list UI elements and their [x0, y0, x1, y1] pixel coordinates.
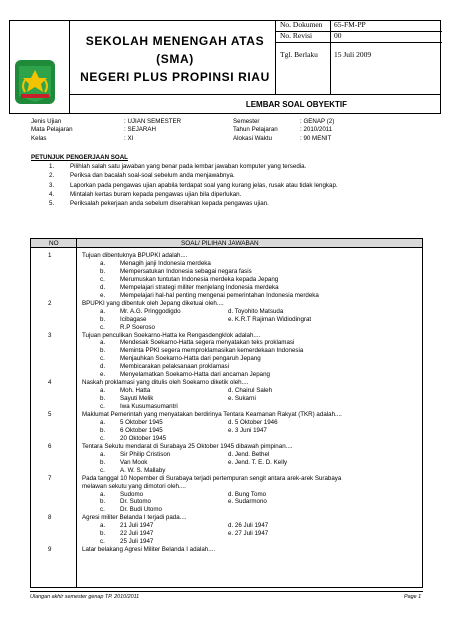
- option-text: R.P Soeroso: [120, 323, 155, 331]
- sheet-title: LEMBAR SOAL OBYEKTIF: [69, 94, 441, 114]
- option-text-right: e. Jend. T. E. D. Kelly: [228, 458, 288, 466]
- question-number: 5: [48, 411, 52, 418]
- option-letter: c.: [100, 434, 105, 442]
- option-text: Sudomo: [120, 490, 144, 498]
- option-letter: b.: [100, 530, 106, 538]
- question-text: Tujuan penculikan Soekarno-Hatta ke Rengasdengklok adalah....: [82, 331, 261, 339]
- option-text-right: d. 26 Juli 1947: [228, 522, 269, 530]
- tgl-berlaku-value: 15 Juli 2009: [334, 50, 372, 59]
- mata-pelajaran-value: : SEJARAH: [124, 126, 156, 133]
- option-letter: c.: [100, 466, 105, 474]
- petunjuk-number: 4.: [49, 190, 55, 198]
- petunjuk-text: Periksalah pekerjaan anda sebelum diserahkan kepada pengawas ujian.: [70, 200, 269, 208]
- option-text: 20 Oktober 1945: [120, 434, 167, 442]
- option-text-right: d. 5 Oktober 1946: [228, 418, 278, 426]
- question-text: BPUPKI yang dibentuk oleh Jepang diketuai oleh....: [82, 299, 224, 307]
- option-letter: c.: [100, 323, 105, 331]
- option-text-right: e. 3 Juni 1947: [228, 426, 267, 434]
- petunjuk-number: 1.: [49, 163, 55, 170]
- option-text: Mendesak Soekarno-Hatta segera menyatakan teks proklamasi: [120, 339, 295, 347]
- question-text: Agresi militer Belanda I terjadi pada....: [82, 514, 187, 522]
- option-text: 6 Oktober 1945: [120, 426, 163, 434]
- school-name-line1: SEKOLAH MENENGAH ATAS: [85, 34, 265, 48]
- option-text: 22 Juli 1947: [120, 530, 154, 538]
- school-logo-icon: [9, 56, 61, 108]
- no-revisi-value: 00: [334, 31, 342, 40]
- semester-value: : GENAP (2): [300, 118, 335, 125]
- option-text: Icibagase: [120, 315, 147, 323]
- jenis-ujian-label: Jenis Ujian: [31, 118, 62, 125]
- question-text: Tujuan dibentuknya BPUPKI adalah....: [82, 252, 188, 259]
- petunjuk-number: 2.: [49, 172, 55, 180]
- no-dokumen-value: 65-FM-PP: [334, 20, 366, 29]
- document-meta: [275, 20, 441, 94]
- option-letter: d.: [100, 283, 106, 291]
- option-letter: d.: [100, 363, 106, 371]
- option-text: Iwa Kusumasumantri: [120, 403, 178, 411]
- question-text: Latar belakang Agresi Militer Belanda I adalah....: [82, 546, 216, 554]
- option-letter: a.: [100, 450, 106, 458]
- question-number: 1: [48, 252, 52, 259]
- option-letter: e.: [100, 291, 106, 299]
- table-column-divider: [76, 238, 77, 588]
- option-letter: c.: [100, 538, 105, 546]
- petunjuk-number: 3.: [49, 181, 55, 189]
- option-letter: c.: [100, 506, 105, 514]
- option-letter: b.: [100, 498, 106, 506]
- option-letter: c.: [100, 355, 105, 363]
- option-letter: a.: [100, 387, 106, 395]
- option-letter: e.: [100, 371, 106, 379]
- option-text: Menjauhkan Soekarno-Hatta dari pengaruh Jepang: [120, 355, 261, 363]
- question-number: 7: [48, 474, 52, 482]
- kelas-label: Kelas: [31, 135, 47, 142]
- tahun-pelajaran-value: : 2010/2011: [300, 126, 333, 133]
- kelas-value: : XI: [124, 135, 134, 142]
- option-text-right: d. Jend. Bethel: [228, 450, 270, 458]
- option-letter: a.: [100, 418, 106, 426]
- footer-divider: [30, 591, 423, 592]
- option-letter: a.: [100, 307, 106, 315]
- option-text-right: d. Chairul Saleh: [228, 387, 273, 395]
- option-text: Mempelajari hal-hal penting mengenai pemerintahan Indonesia merdeka: [120, 291, 319, 299]
- option-text: Meminta PPKI segera memproklamasikan kemerdekaan Indonesia: [120, 347, 304, 355]
- petunjuk-text: Mintalah kertas buram kepada pengawas ujian bila diperlukan.: [70, 190, 242, 198]
- petunjuk-number: 5.: [49, 200, 55, 208]
- option-text: 25 Juli 1947: [120, 538, 154, 546]
- option-text: Dr. Budi Utomo: [120, 506, 162, 514]
- question-text: Maklumat Pemerintah yang menyatakan berdirinya Tentara Keamanan Rakyat (TKR) adalah....: [82, 411, 342, 418]
- option-text: 5 Oktober 1945: [120, 418, 163, 426]
- option-text-right: e. Sukarni: [228, 395, 256, 403]
- option-letter: b.: [100, 315, 106, 323]
- question-number: 4: [48, 379, 52, 387]
- alokasi-waktu-label: Alokasi Waktu: [233, 135, 272, 142]
- option-text-right: d. Bung Tomo: [228, 490, 267, 498]
- option-letter: b.: [100, 426, 106, 434]
- question-number: 9: [48, 546, 52, 554]
- footer-page-number: Page 1: [404, 594, 422, 600]
- option-letter: a.: [100, 490, 106, 498]
- option-letter: c.: [100, 275, 105, 283]
- question-text: Naskah proklamasi yang ditulis oleh Soekarno diketik oleh....: [82, 379, 249, 387]
- option-letter: a.: [100, 339, 106, 347]
- column-no-header: NO: [49, 240, 59, 247]
- option-letter: c.: [100, 403, 105, 411]
- option-text: Moh. Hatta: [120, 387, 151, 395]
- question-text: Pada tanggal 10 Nopember di Surabaya terjadi pertempuran sengit antara arek-arek Surabaya: [82, 474, 342, 482]
- option-text-right: d. Toyohito Matsuda: [228, 307, 284, 315]
- question-number: 8: [48, 514, 52, 522]
- option-text: 21 Juli 1947: [120, 522, 154, 530]
- question-text: Tentara Sekutu mendarat di Surabaya 25 Oktober 1945 dibawah pimpinan....: [82, 442, 293, 450]
- option-text: Sir Philip Cristison: [120, 450, 171, 458]
- school-name-line3: NEGERI PLUS PROPINSI RIAU: [80, 70, 270, 84]
- option-text: A. W. S. Mallaby: [120, 466, 166, 474]
- option-letter: b.: [100, 395, 106, 403]
- mata-pelajaran-label: Mata Pelajaran: [31, 126, 73, 133]
- option-letter: b.: [100, 458, 106, 466]
- option-text-right: e. Sudarmono: [228, 498, 267, 506]
- footer-left-text: Ulangan akhir semester genap TP. 2010/2011: [30, 594, 140, 600]
- option-text: Mr. A.G. Pringgodigdo: [120, 307, 181, 315]
- option-text: Menagih janji Indonesia merdeka: [120, 259, 211, 267]
- option-letter: b.: [100, 267, 106, 275]
- option-text: Van Mook: [120, 458, 148, 466]
- option-text: Sayuti Melik: [120, 395, 154, 403]
- option-text: Membicarakan pelaksanaan proklamasi: [120, 363, 230, 371]
- petunjuk-text: Laporkan pada pengawas ujian apabila terdapat soal yang kurang jelas, rusak atau tidak lengkap.: [70, 181, 338, 189]
- alokasi-waktu-value: : 90 MENIT: [300, 135, 332, 142]
- question-number: 6: [48, 442, 52, 450]
- school-name-line2: (SMA): [156, 52, 194, 66]
- semester-label: Semester: [233, 118, 260, 125]
- option-text-right: e. K.R.T Rajiman Widiodingrat: [228, 315, 312, 323]
- question-text: melawan sekutu yang dimotori oleh....: [82, 482, 186, 490]
- option-letter: a.: [100, 522, 106, 530]
- question-number: 3: [48, 331, 52, 339]
- petunjuk-text: Periksa dan bacalah soal-soal sebelum anda menjawabnya.: [70, 172, 235, 180]
- tgl-berlaku-label: Tgl. Berlaku: [280, 50, 318, 59]
- petunjuk-title: PETUNJUK PENGERJAAN SOAL: [31, 154, 128, 161]
- no-revisi-label: No. Revisi: [280, 31, 313, 40]
- option-text: Mempelajari strategi militer menjelang Indonesia merdeka: [120, 283, 279, 291]
- option-letter: a.: [100, 259, 106, 267]
- option-text: Merumuskan tuntutan Indonesia merdeka kepada Jepang: [120, 275, 279, 283]
- option-text-right: e. 27 Juli 1947: [228, 530, 269, 538]
- column-soal-header: SOAL/ PILIHAN JAWABAN: [181, 240, 259, 247]
- no-dokumen-label: No. Dokumen: [280, 20, 323, 29]
- question-table-header: [30, 238, 423, 248]
- option-text: Menyelamatkan Soekarno-Hatta dari ancaman Jepang: [120, 371, 270, 379]
- question-number: 2: [48, 299, 52, 307]
- jenis-ujian-value: : UJIAN SEMESTER: [124, 118, 182, 125]
- option-text: Mempersatukan Indonesia sebagai negara fasis: [120, 267, 252, 275]
- petunjuk-text: Pilihlah salah satu jawaban yang benar pada lembar jawaban komputer yang tersedia.: [70, 163, 307, 170]
- option-text: Dr. Sutomo: [120, 498, 151, 506]
- tahun-pelajaran-label: Tahun Pelajaran: [233, 126, 278, 133]
- option-letter: b.: [100, 347, 106, 355]
